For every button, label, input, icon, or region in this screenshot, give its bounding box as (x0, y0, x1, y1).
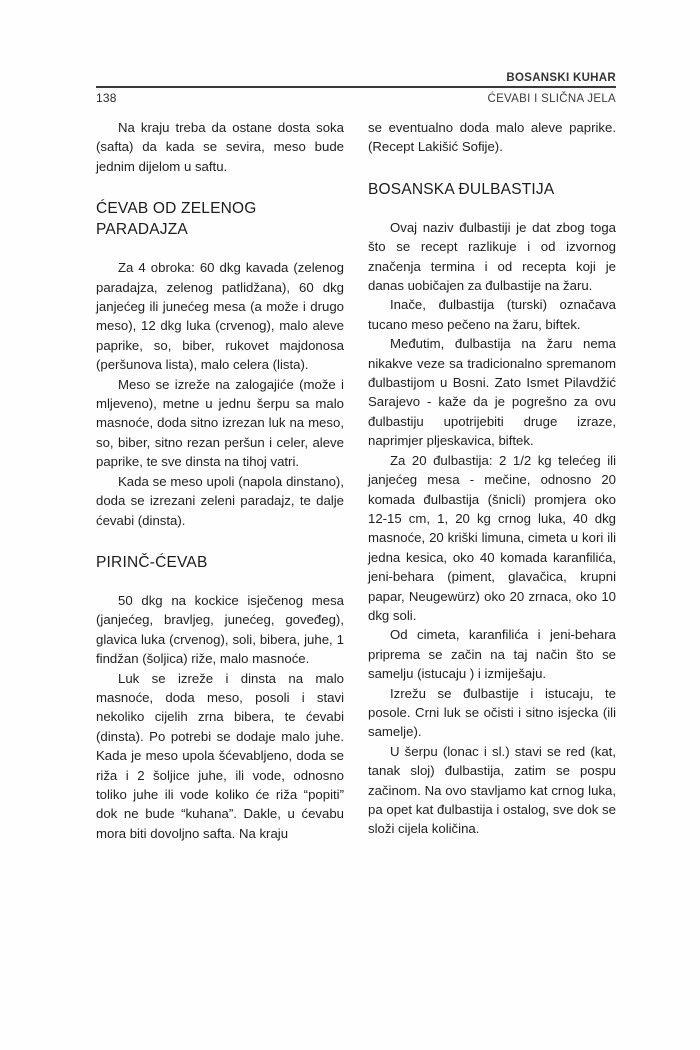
running-head (96, 72, 616, 105)
body-columns (96, 118, 616, 843)
right-column (368, 118, 616, 843)
spacer (96, 176, 344, 198)
paragraph: Na kraju treba da ostane dosta soka (safta) da kada se sevira, meso bude jednim dijelom u saftu. (96, 120, 344, 174)
recipe-title: ĆEVAB OD ZELENOG PARADAJZA (96, 200, 257, 239)
section-title: ĆEVABI I SLIČNA JELA (487, 93, 616, 105)
paragraph: Za 4 obroka: 60 dkg kavada (zelenog paradajza, zelenog patlidžana), 60 dkg janjećeg ili junećeg mesa (a može i drugo meso), 12 dkg luka (crvenog), malo aleve paprike, so, biber, rukovet majdonosa (peršunova lista), malo celera (lista). (96, 260, 344, 373)
paragraph: Međutim, đulbastija na žaru nema nikakve veze sa tradicionalno spremanom đulbastijom u Bosni. Zato Ismet Pilavdžić Sarajevo - kaže da je pogrešno za ovu đulbastiju upotrijebiti druge izraze, naprimjer pljeskavica, biftek. (368, 336, 616, 449)
book-title: BOSANSKI KUHAR (506, 72, 616, 84)
spacer (96, 573, 344, 591)
left-column (96, 118, 344, 843)
paragraph: Ovaj naziv đulbastiji je dat zbog toga što se recept razlikuje i od izvornog značenja termina i od recepta koji je danas uobičajen za đulbastije na žaru. (368, 219, 616, 294)
paragraph: Inače, đulbastija (turski) označava tucano meso pečeno na žaru, biftek. (368, 297, 616, 332)
spacer (96, 530, 344, 552)
page-number: 138 (96, 91, 117, 105)
recipe-title: BOSANSKA ĐULBASTIJA (368, 180, 555, 198)
paragraph: Izrežu se đulbastije i istucaju, te posole. Crni luk se očisti i sitno isjecka (ili samelje). (368, 685, 616, 740)
spacer (96, 240, 344, 258)
paragraph: Od cimeta, karanfilića i jeni-behara priprema se začin na taj način što se samelju (istucaju ) i izmiješaju. (368, 627, 616, 682)
paragraph: Meso se izreže na zalogajiće (može i mljeveno), metne u jednu šerpu sa malo masnoće, doda sitno izrezan luk na meso, so, biber, sitno rezan peršun i celer, aleve paprike, te sve dinsta na tihoj vatri. (96, 376, 344, 470)
paragraph: Luk se izreže i dinsta na malo masnoće, doda meso, posoli i stavi nekoliko cijelih zrna bibera, te ćevabi (dinsta). Po potrebi se dodaje malo juhe. Kada je meso upola šćevabljeno, doda se riža i 2 šoljice juhe, ili vode, odnosno toliko juhe ili vode koliko će riža “popiti” dok ne bude “kuhana”. Dakle, u ćevabu mora biti dovoljno safta. Na kraju (96, 670, 344, 841)
paragraph: Kada se meso upoli (napola dinstano), doda se izrezani zeleni paradajz, te dalje ćevabi (dinsta). (96, 473, 344, 528)
paragraph: Za 20 đulbastija: 2 1/2 kg telećeg ili janjećeg mesa - mečine, odnosno 20 komada đulbastija (šnicli) promjera oko 12-15 cm, 1, 20 kg crnog luka, 40 dkg masnoće, 20 kriški limuna, cimeta u kori ili jedna kesica, oko 40 komada karanfilića, jeni-behara (piment, glavačica, krupni papar, Neugewürz) oko 20 zrnaca, oko 10 dkg soli. (368, 452, 616, 623)
paragraph: 50 dkg na kockice isječenog mesa (janjećeg, bravljeg, junećeg, goveđeg), glavica luka (crvenog), soli, bibera, juhe, 1 findžan (šoljica) riže, malo masnoće. (96, 592, 344, 667)
spacer (368, 200, 616, 218)
header-row (96, 91, 616, 105)
recipe-title: PIRINČ-ĆEVAB (96, 553, 208, 571)
paragraph: U šerpu (lonac i sl.) stavi se red (kat, tanak sloj) đulbastija, zatim se pospu začinom. Na ovo stavljamo kat crnog luka, pa opet kat đulbastija i ostalog, sve dok se složi cijela količina. (368, 743, 616, 837)
header-rule (96, 86, 616, 88)
spacer (368, 157, 616, 179)
paragraph-continued: se eventualno doda malo aleve paprike. (Recept Lakišić Sofije). (368, 120, 616, 155)
